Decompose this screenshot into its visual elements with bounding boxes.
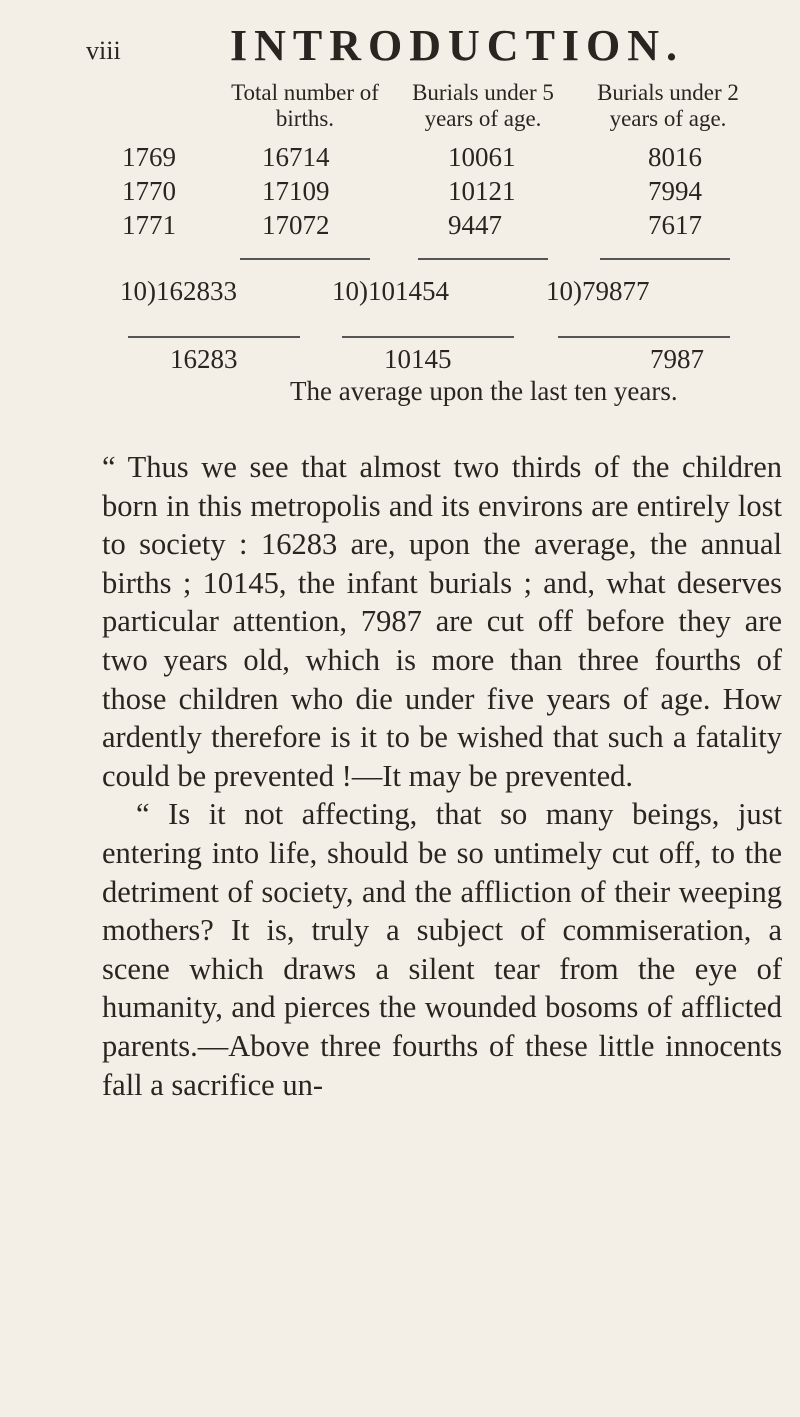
page-number: viii [86, 36, 121, 65]
paragraph: “ Is it not affecting, that so many beings, just entering into life, should be so untimely cut off, to the detriment of society, and the affliction of their weeping mothers? It is, truly a subject of commiseration, a scene which draws a silent tear from the eye of humanity, and pierces the wounded bosoms of afflicted parents.—Above three fourths of these little innocents fall a sacrifice un- [102, 797, 782, 1102]
year-cell: 1770 [122, 176, 176, 206]
paragraph: “ Thus we see that almost two thirds of the children born in this metropolis and its environs are entirely lost to society : 16283 are, upon the average, the annual births ; 10145, the infant burials ; and, what deserves particular attention, 7987 are cut off before they are two years old, which is more than three fourths of those children who die under five years of age. How ardently therefore is it to be wished that such a fatality could be prevented !—It may be prevented. [102, 450, 782, 793]
table-row [0, 210, 800, 242]
burials-five-average: 10145 [384, 344, 452, 374]
totals-row [0, 276, 800, 308]
burials-five-cell: 10061 [448, 142, 516, 172]
births-cell: 17109 [262, 176, 330, 206]
average-rule [128, 336, 300, 338]
burials-two-cell: 7617 [648, 210, 702, 240]
births-cell: 17072 [262, 210, 330, 240]
year-cell: 1769 [122, 142, 176, 172]
sum-rule [600, 258, 730, 260]
averages-row [0, 344, 800, 376]
burials-five-total: 10)101454 [332, 276, 449, 306]
sum-rule [418, 258, 548, 260]
burials-two-cell: 7994 [648, 176, 702, 206]
header-burials-two: Burials under 2 years of age. [597, 80, 739, 131]
header-total-births: Total number of births. [231, 80, 379, 131]
births-average: 16283 [170, 344, 238, 374]
table-row [0, 142, 800, 174]
births-total: 10)162833 [120, 276, 237, 306]
year-cell: 1771 [122, 210, 176, 240]
page-header [0, 14, 800, 70]
burials-five-cell: 9447 [448, 210, 502, 240]
burials-two-cell: 8016 [648, 142, 702, 172]
burials-two-average: 7987 [650, 344, 704, 374]
table-row [0, 176, 800, 208]
births-cell: 16714 [262, 142, 330, 172]
average-rule [342, 336, 514, 338]
average-note: The average upon the last ten years. [290, 376, 678, 406]
body-text [102, 448, 782, 1104]
burials-two-total: 10)79877 [546, 276, 650, 306]
sum-rule [240, 258, 370, 260]
average-rule [558, 336, 730, 338]
running-title: INTRODUCTION. [230, 21, 685, 70]
burials-five-cell: 10121 [448, 176, 516, 206]
header-burials-five: Burials under 5 years of age. [412, 80, 554, 131]
